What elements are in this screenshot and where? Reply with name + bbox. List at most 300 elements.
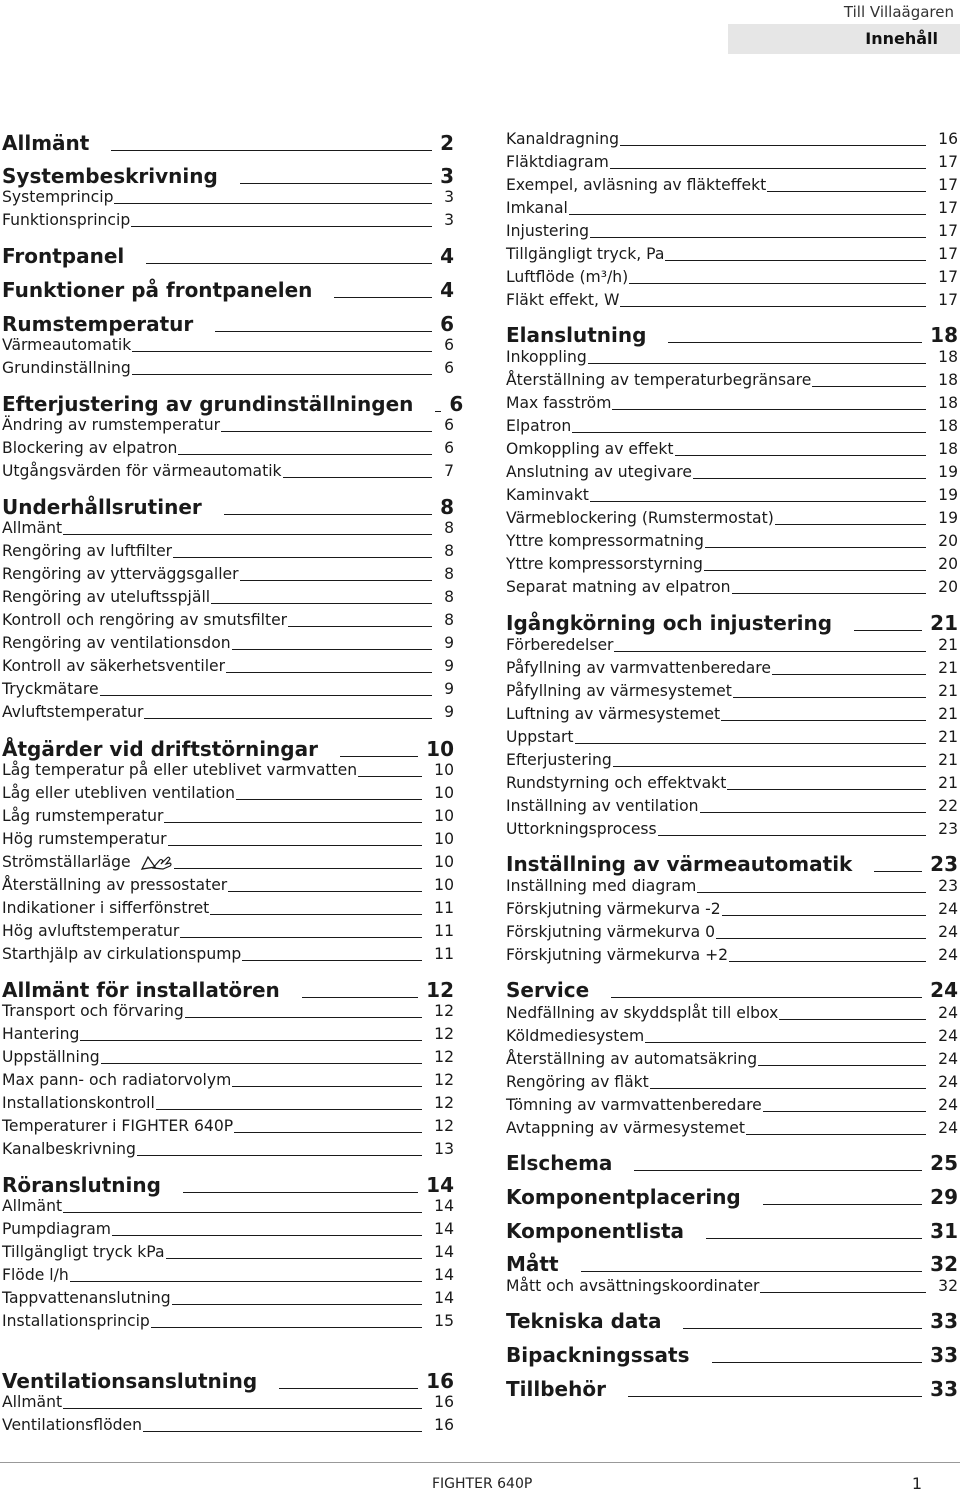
leader-line [114, 203, 432, 204]
toc-heading-row [2, 164, 454, 186]
toc-entry-label: Hantering [2, 1025, 80, 1044]
toc-entry-label: Värmeblockering (Rumstermostat) [506, 509, 774, 528]
toc-page-number: 16 [426, 1369, 454, 1393]
toc-page-number: 9 [444, 703, 454, 722]
leader-line [132, 374, 432, 375]
toc-page-number: 17 [938, 199, 958, 218]
toc-page-number: 20 [938, 532, 958, 551]
toc-page-number: 9 [444, 634, 454, 653]
toc-heading-row [506, 978, 958, 1000]
toc-heading-row [2, 978, 454, 1000]
toc-heading-label: Funktioner på frontpanelen [2, 278, 313, 302]
toc-page-number: 8 [444, 588, 454, 607]
toc-entry-label: Luftning av värmesystemet [506, 705, 721, 724]
toc-entry-label: Uppstart [506, 728, 574, 747]
toc-heading-row [2, 1369, 454, 1391]
toc-heading-label: Komponentplacering [506, 1185, 741, 1209]
leader-line [228, 891, 422, 892]
toc-page-number: 12 [434, 1117, 454, 1136]
toc-entry-row [506, 153, 958, 171]
leader-line [101, 1063, 422, 1064]
leader-line [63, 1212, 422, 1213]
leader-line [151, 1327, 422, 1328]
leader-line [712, 1362, 923, 1363]
leader-line [758, 1065, 926, 1066]
leader-line [772, 674, 926, 675]
leader-line [727, 789, 926, 790]
toc-page-number: 6 [444, 439, 454, 458]
leader-line [224, 514, 432, 515]
toc-page-number: 23 [930, 852, 958, 876]
toc-entry-label: Rengöring av fläkt [506, 1073, 649, 1092]
leader-line [675, 455, 927, 456]
toc-page-number: 24 [938, 1027, 958, 1046]
toc-page-number: 17 [938, 268, 958, 287]
toc-entry-label: Ventilationsflöden [2, 1416, 143, 1435]
toc-entry-row [2, 853, 454, 871]
toc-page-number: 31 [930, 1219, 958, 1243]
toc-entry-row [2, 830, 454, 848]
toc-page-number: 18 [938, 440, 958, 459]
leader-line [706, 1238, 922, 1239]
toc-page-number: 10 [434, 807, 454, 826]
leader-line [131, 226, 432, 227]
leader-line [569, 214, 926, 215]
toc-entry-label: Förskjutning värmekurva +2 [506, 946, 729, 965]
leader-line [634, 1170, 922, 1171]
leader-line [156, 1109, 422, 1110]
toc-entry-row [506, 555, 958, 573]
toc-heading-row [506, 1252, 958, 1274]
toc-entry-row [506, 371, 958, 389]
toc-entry-row [2, 807, 454, 825]
leader-line [620, 306, 926, 307]
toc-page-number: 21 [938, 659, 958, 678]
toc-entry-row [506, 268, 958, 286]
toc-page-number: 12 [434, 1002, 454, 1021]
toc-page-number: 4 [440, 244, 454, 268]
toc-entry-row [506, 1004, 958, 1022]
leader-line [779, 1019, 926, 1020]
toc-page-number: 21 [938, 636, 958, 655]
leader-line [588, 363, 926, 364]
toc-heading-row [506, 1151, 958, 1173]
toc-page-number: 25 [930, 1151, 958, 1175]
toc-entry-label: Fläktdiagram [506, 153, 609, 172]
toc-entry-label: Återställning av automatsäkring [506, 1050, 758, 1069]
toc-page-number: 11 [434, 945, 454, 964]
toc-entry-row [2, 462, 454, 480]
toc-entry-label: Funktionsprincip [2, 211, 131, 230]
toc-entry-row [2, 611, 454, 629]
leader-line [590, 237, 926, 238]
toc-entry-row [506, 774, 958, 792]
toc-page-number: 10 [434, 830, 454, 849]
toc-entry-label: Inställning av ventilation [506, 797, 699, 816]
toc-page-number: 17 [938, 153, 958, 172]
leader-line [732, 593, 927, 594]
toc-entry-row [2, 1416, 454, 1434]
toc-page-number: 13 [434, 1140, 454, 1159]
toc-page-number: 23 [938, 877, 958, 896]
toc-entry-label: Installationsprincip [2, 1312, 150, 1331]
leader-line [111, 150, 432, 151]
toc-page-number: 33 [930, 1309, 958, 1333]
toc-entry-label: Pumpdiagram [2, 1220, 111, 1239]
leader-line [358, 776, 422, 777]
toc-entry-row [506, 463, 958, 481]
leader-line [611, 997, 922, 998]
toc-page-number: 16 [434, 1393, 454, 1412]
toc-heading-label: Service [506, 978, 590, 1002]
toc-entry-row [2, 1117, 454, 1135]
toc-entry-label: Injustering [506, 222, 590, 241]
toc-entry-label: Låg eller utebliven ventilation [2, 784, 236, 803]
toc-page-number: 18 [930, 323, 958, 347]
header-section-label: Innehåll [865, 29, 938, 48]
toc-entry-label: Uppställning [2, 1048, 100, 1067]
leader-line [716, 938, 926, 939]
toc-entry-row [506, 728, 958, 746]
toc-entry-row [506, 348, 958, 366]
toc-entry-row [506, 659, 958, 677]
toc-page-number: 16 [434, 1416, 454, 1435]
toc-page-number: 9 [444, 657, 454, 676]
toc-page-number: 20 [938, 555, 958, 574]
toc-entry-row [2, 211, 454, 229]
leader-line [683, 1328, 922, 1329]
toc-entry-label: Grundinställning [2, 359, 131, 378]
toc-entry-row [2, 945, 454, 963]
header-top-label: Till Villaägaren [843, 3, 954, 21]
toc-entry-label: Tryckmätare [2, 680, 99, 699]
toc-entry-label: Rengöring av ytterväggsgaller [2, 565, 239, 584]
toc-heading-row [2, 495, 454, 517]
leader-line [164, 822, 422, 823]
leader-line [874, 871, 922, 872]
toc-heading-label: Tillbehör [506, 1377, 606, 1401]
toc-entry-row [506, 440, 958, 458]
toc-entry-label: Återställning av pressostater [2, 876, 228, 895]
leader-line [166, 1258, 423, 1259]
toc-entry-row [2, 1243, 454, 1261]
toc-heading-label: Ventilationsanslutning [2, 1369, 258, 1393]
leader-line [614, 651, 926, 652]
toc-entry-row [506, 946, 958, 964]
hand-switch-icon [139, 853, 173, 871]
toc-page-number: 14 [434, 1197, 454, 1216]
toc-entry-label: Ändring av rumstemperatur [2, 416, 221, 435]
toc-page-number: 22 [938, 797, 958, 816]
leader-line [722, 915, 927, 916]
toc-entry-label: Inställning med diagram [506, 877, 697, 896]
toc-heading-row [506, 611, 958, 633]
leader-line [168, 845, 423, 846]
toc-entry-label: Förskjutning värmekurva -2 [506, 900, 721, 919]
toc-entry-label: Kaminvakt [506, 486, 589, 505]
toc-page-number: 24 [938, 923, 958, 942]
leader-line [733, 697, 926, 698]
toc-entry-label: Kontroll av säkerhetsventiler [2, 657, 226, 676]
footer-rule [0, 1462, 960, 1463]
toc-page-number: 16 [938, 130, 958, 149]
page-header [0, 0, 960, 62]
leader-line [763, 1111, 926, 1112]
toc-page-number: 24 [938, 1073, 958, 1092]
leader-line [232, 649, 432, 650]
toc-entry-label: Köldmediesystem [506, 1027, 645, 1046]
leader-line [334, 297, 432, 298]
toc-entry-row [506, 394, 958, 412]
leader-line [63, 1408, 422, 1409]
toc-entry-row [506, 199, 958, 217]
leader-line [575, 743, 927, 744]
toc-entry-row [506, 820, 958, 838]
toc-entry-row [506, 176, 958, 194]
leader-line [279, 1388, 418, 1389]
toc-heading-row [2, 392, 464, 416]
toc-entry-row [2, 359, 454, 377]
toc-heading-label: Bipackningssats [506, 1343, 690, 1367]
toc-page-number: 6 [444, 336, 454, 355]
toc-heading-label: Elanslutning [506, 323, 647, 347]
toc-entry-row [506, 877, 958, 895]
toc-heading-label: Elschema [506, 1151, 613, 1175]
leader-line [854, 630, 922, 631]
toc-entry-label: Max fasström [506, 394, 612, 413]
toc-entry-row [506, 1027, 958, 1045]
toc-page-number: 24 [938, 1119, 958, 1138]
toc-page-number: 6 [449, 392, 464, 416]
leader-line [665, 260, 926, 261]
leader-line [283, 477, 433, 478]
leader-line [700, 812, 927, 813]
toc-entry-label: Rengöring av luftfilter [2, 542, 173, 561]
toc-entry-label: Tillgängligt tryck kPa [2, 1243, 165, 1262]
toc-page-number: 21 [938, 751, 958, 770]
toc-page-number: 17 [938, 176, 958, 195]
leader-line [146, 263, 432, 264]
leader-line [610, 168, 926, 169]
toc-page-number: 11 [434, 922, 454, 941]
leader-line [174, 868, 423, 869]
toc-entry-label: Hög rumstemperatur [2, 830, 167, 849]
toc-heading-label: Inställning av värmeautomatik [506, 852, 853, 876]
toc-heading-label: Tekniska data [506, 1309, 662, 1333]
toc-heading-row [2, 278, 454, 300]
toc-entry-row [2, 542, 454, 560]
toc-entry-label: Allmänt [2, 1197, 63, 1216]
toc-entry-row [2, 634, 454, 652]
toc-entry-row [2, 1140, 454, 1158]
toc-page-number: 4 [440, 278, 454, 302]
toc-entry-row [2, 188, 454, 206]
leader-line [729, 961, 926, 962]
leader-line [581, 1271, 923, 1272]
toc-entry-label: Elpatron [506, 417, 572, 436]
toc-entry-row [2, 1289, 454, 1307]
toc-page-number: 18 [938, 371, 958, 390]
toc-page-number: 14 [426, 1173, 454, 1197]
toc-page-number: 21 [938, 682, 958, 701]
toc-heading-row [2, 737, 454, 759]
toc-heading-row [506, 1343, 958, 1365]
toc-page-number: 12 [434, 1048, 454, 1067]
toc-entry-label: Anslutning av utegivare [506, 463, 692, 482]
toc-page-number: 17 [938, 291, 958, 310]
toc-entry-row [2, 899, 454, 917]
toc-page-number: 14 [434, 1220, 454, 1239]
leader-line [112, 1235, 422, 1236]
leader-line [705, 547, 926, 548]
toc-page-number: 18 [938, 417, 958, 436]
toc-entry-label: Förberedelser [506, 636, 614, 655]
toc-entry-row [2, 680, 454, 698]
toc-page-number: 24 [938, 900, 958, 919]
toc-page-number: 21 [930, 611, 958, 635]
toc-page-number: 24 [938, 1096, 958, 1115]
toc-page-number: 18 [938, 394, 958, 413]
toc-entry-label: Exempel, avläsning av fläkteffekt [506, 176, 767, 195]
leader-line [226, 672, 432, 673]
toc-page-number: 21 [938, 705, 958, 724]
leader-line [63, 534, 432, 535]
leader-line [236, 799, 422, 800]
leader-line [760, 1292, 926, 1293]
toc-page-number: 21 [938, 728, 958, 747]
leader-line [620, 145, 926, 146]
toc-entry-label: Allmänt [2, 519, 63, 538]
toc-entry-row [506, 1119, 958, 1137]
toc-heading-row [2, 1173, 454, 1195]
toc-heading-row [2, 131, 454, 153]
leader-line [693, 478, 926, 479]
toc-entry-label: Kanaldragning [506, 130, 620, 149]
toc-page-number: 17 [938, 245, 958, 264]
toc-page-number: 10 [434, 761, 454, 780]
toc-entry-label: Installationskontroll [2, 1094, 155, 1113]
leader-line [288, 626, 432, 627]
toc-entry-row [506, 291, 958, 309]
toc-entry-row [2, 761, 454, 779]
toc-page-number: 8 [444, 519, 454, 538]
toc-entry-label: Tappvattenanslutning [2, 1289, 171, 1308]
toc-entry-label: Värmeautomatik [2, 336, 132, 355]
leader-line [240, 183, 432, 184]
toc-page-number: 6 [444, 416, 454, 435]
toc-entry-label: Låg rumstemperatur [2, 807, 164, 826]
leader-line [340, 756, 418, 757]
leader-line [697, 892, 926, 893]
leader-line [80, 1040, 422, 1041]
toc-page-number: 24 [938, 1050, 958, 1069]
toc-entry-label: Flöde l/h [2, 1266, 69, 1285]
toc-heading-row [506, 1219, 958, 1241]
toc-entry-row [506, 1096, 958, 1114]
toc-entry-label: Påfyllning av värmesystemet [506, 682, 732, 701]
toc-heading-label: Systembeskrivning [2, 164, 218, 188]
toc-page-number: 17 [938, 222, 958, 241]
leader-line [435, 411, 441, 412]
toc-entry-label: Kanalbeskrivning [2, 1140, 136, 1159]
toc-heading-row [2, 244, 454, 266]
toc-entry-label: Uttorkningsprocess [506, 820, 657, 839]
leader-line [172, 1304, 422, 1305]
toc-page-number: 19 [938, 463, 958, 482]
toc-entry-label: Rengöring av uteluftsspjäll [2, 588, 211, 607]
toc-entry-label: Allmänt [2, 1393, 63, 1412]
toc-entry-row [2, 565, 454, 583]
toc-entry-row [506, 417, 958, 435]
toc-heading-label: Allmänt för installatören [2, 978, 280, 1002]
toc-page-number: 10 [434, 876, 454, 895]
leader-line [668, 342, 922, 343]
toc-page-number: 33 [930, 1343, 958, 1367]
toc-page-number: 7 [444, 462, 454, 481]
toc-page-number: 3 [444, 211, 454, 230]
toc-page-number: 20 [938, 578, 958, 597]
toc-page-number: 15 [434, 1312, 454, 1331]
leader-line [70, 1281, 422, 1282]
toc-entry-row [506, 245, 958, 263]
toc-entry-row [2, 439, 454, 457]
toc-entry-row [2, 703, 454, 721]
leader-line [612, 409, 926, 410]
footer-product: FIGHTER 640P [432, 1476, 533, 1492]
toc-heading-row [506, 1185, 958, 1207]
toc-entry-row [506, 486, 958, 504]
toc-page-number: 6 [440, 312, 454, 336]
toc-page-number: 11 [434, 899, 454, 918]
toc-page-number: 12 [434, 1025, 454, 1044]
toc-heading-label: Frontpanel [2, 244, 125, 268]
leader-line [185, 1017, 422, 1018]
toc-heading-label: Rumstemperatur [2, 312, 194, 336]
toc-entry-label: Blockering av elpatron [2, 439, 178, 458]
toc-page-number: 29 [930, 1185, 958, 1209]
toc-entry-row [2, 1312, 454, 1330]
toc-entry-row [2, 784, 454, 802]
leader-line [242, 960, 422, 961]
leader-line [137, 1155, 422, 1156]
toc-entry-label: Fläkt effekt, W [506, 291, 620, 310]
leader-line [613, 766, 926, 767]
toc-page-number: 21 [938, 774, 958, 793]
toc-heading-label: Komponentlista [506, 1219, 685, 1243]
toc-entry-label: Imkanal [506, 199, 568, 218]
toc-page-number: 8 [444, 542, 454, 561]
toc-entry-row [506, 578, 958, 596]
toc-entry-row [2, 1393, 454, 1411]
toc-page-number: 3 [440, 164, 454, 188]
toc-page-number: 33 [930, 1377, 958, 1401]
toc-entry-row [2, 1025, 454, 1043]
toc-entry-row [2, 1002, 454, 1020]
toc-page-number: 2 [440, 131, 454, 155]
toc-entry-label: Hög avluftstemperatur [2, 922, 180, 941]
toc-entry-row [506, 130, 958, 148]
leader-line [658, 835, 926, 836]
toc-entry-label: Luftflöde (m³/h) [506, 268, 629, 287]
toc-entry-row [506, 797, 958, 815]
toc-entry-label: Rundstyrning och effektvakt [506, 774, 727, 793]
toc-entry-row [2, 1048, 454, 1066]
toc-entry-label: Rengöring av ventilationsdon [2, 634, 231, 653]
toc-entry-label: Påfyllning av varmvattenberedare [506, 659, 771, 678]
leader-line [144, 718, 432, 719]
toc-entry-label: Yttre kompressormatning [506, 532, 704, 551]
toc-entry-row [2, 519, 454, 537]
